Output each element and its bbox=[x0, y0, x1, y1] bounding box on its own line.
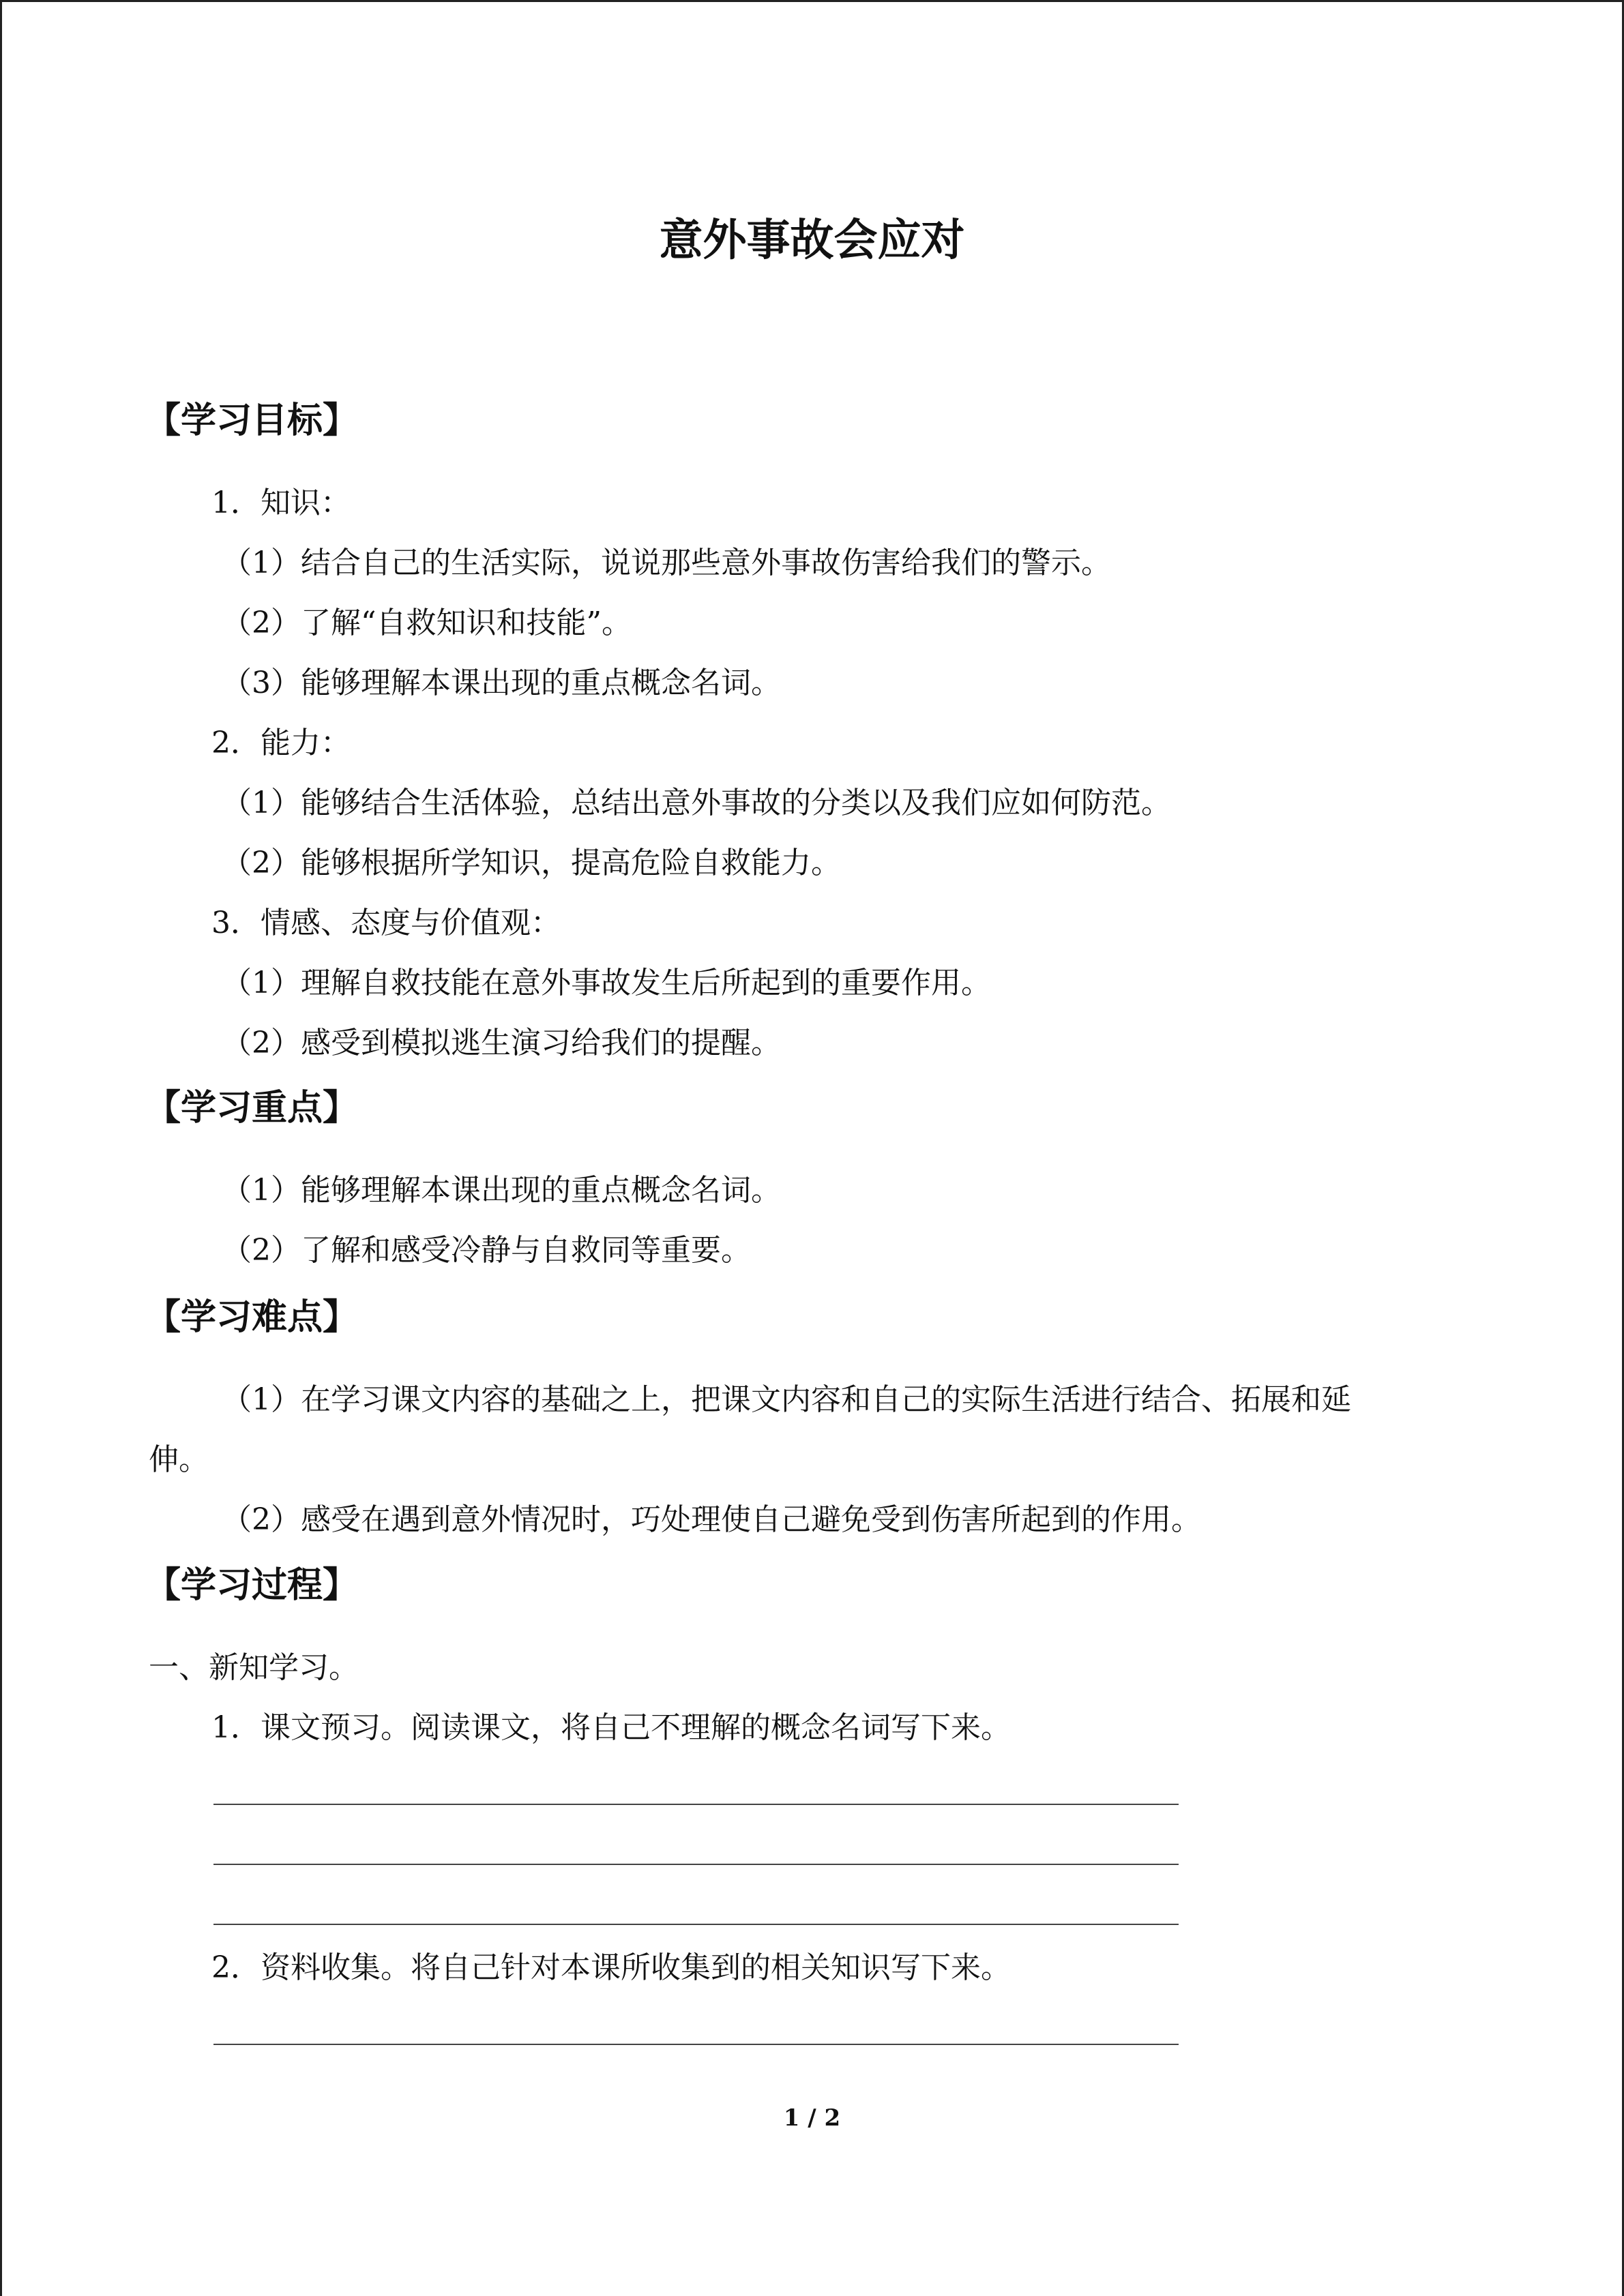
process-task-2: 2．资料收集。将自己针对本课所收集到的相关知识写下来。 bbox=[211, 1950, 1011, 1985]
difficulty-1-line-1: （1）在学习课文内容的基础之上，把课文内容和自己的实际生活进行结合、拓展和延 bbox=[222, 1382, 1351, 1417]
process-heading: 【学习过程】 bbox=[145, 1565, 359, 1606]
ability-item-1: （1）能够结合生活体验，总结出意外事故的分类以及我们应如何防范。 bbox=[222, 786, 1171, 820]
answer-line-1[interactable] bbox=[213, 1804, 1179, 1805]
page-title: 意外事故会应对 bbox=[659, 215, 965, 266]
objectives-heading: 【学习目标】 bbox=[145, 400, 359, 441]
process-part-1: 一、新知学习。 bbox=[149, 1650, 359, 1685]
emotion-label: 3．情感、态度与价值观： bbox=[211, 906, 561, 940]
key-points-heading: 【学习重点】 bbox=[145, 1088, 359, 1129]
ability-label: 2．能力： bbox=[211, 726, 351, 760]
difficulty-1-line-2: 伸。 bbox=[149, 1442, 209, 1477]
knowledge-label: 1．知识： bbox=[211, 486, 351, 520]
knowledge-item-2: （2）了解“自救知识和技能”。 bbox=[222, 606, 632, 640]
emotion-item-1: （1）理解自救技能在意外事故发生后所起到的重要作用。 bbox=[222, 966, 991, 1000]
answer-line-2[interactable] bbox=[213, 1864, 1179, 1865]
knowledge-item-3: （3）能够理解本课出现的重点概念名词。 bbox=[222, 666, 781, 700]
difficulties-heading: 【学习难点】 bbox=[145, 1297, 359, 1338]
knowledge-item-1: （1）结合自己的生活实际，说说那些意外事故伤害给我们的警示。 bbox=[222, 546, 1111, 580]
page-number: 1 / 2 bbox=[783, 2104, 841, 2132]
emotion-item-2: （2）感受到模拟逃生演习给我们的提醒。 bbox=[222, 1026, 781, 1060]
process-task-1: 1．课文预习。阅读课文，将自己不理解的概念名词写下来。 bbox=[211, 1710, 1011, 1745]
difficulty-2: （2）感受在遇到意外情况时，巧处理使自己避免受到伤害所起到的作用。 bbox=[222, 1502, 1201, 1537]
answer-line-4[interactable] bbox=[213, 2044, 1179, 2045]
ability-item-2: （2）能够根据所学知识，提高危险自救能力。 bbox=[222, 846, 841, 880]
key-point-1: （1）能够理解本课出现的重点概念名词。 bbox=[222, 1173, 781, 1208]
answer-line-3[interactable] bbox=[213, 1924, 1179, 1925]
key-point-2: （2）了解和感受冷静与自救同等重要。 bbox=[222, 1233, 751, 1268]
